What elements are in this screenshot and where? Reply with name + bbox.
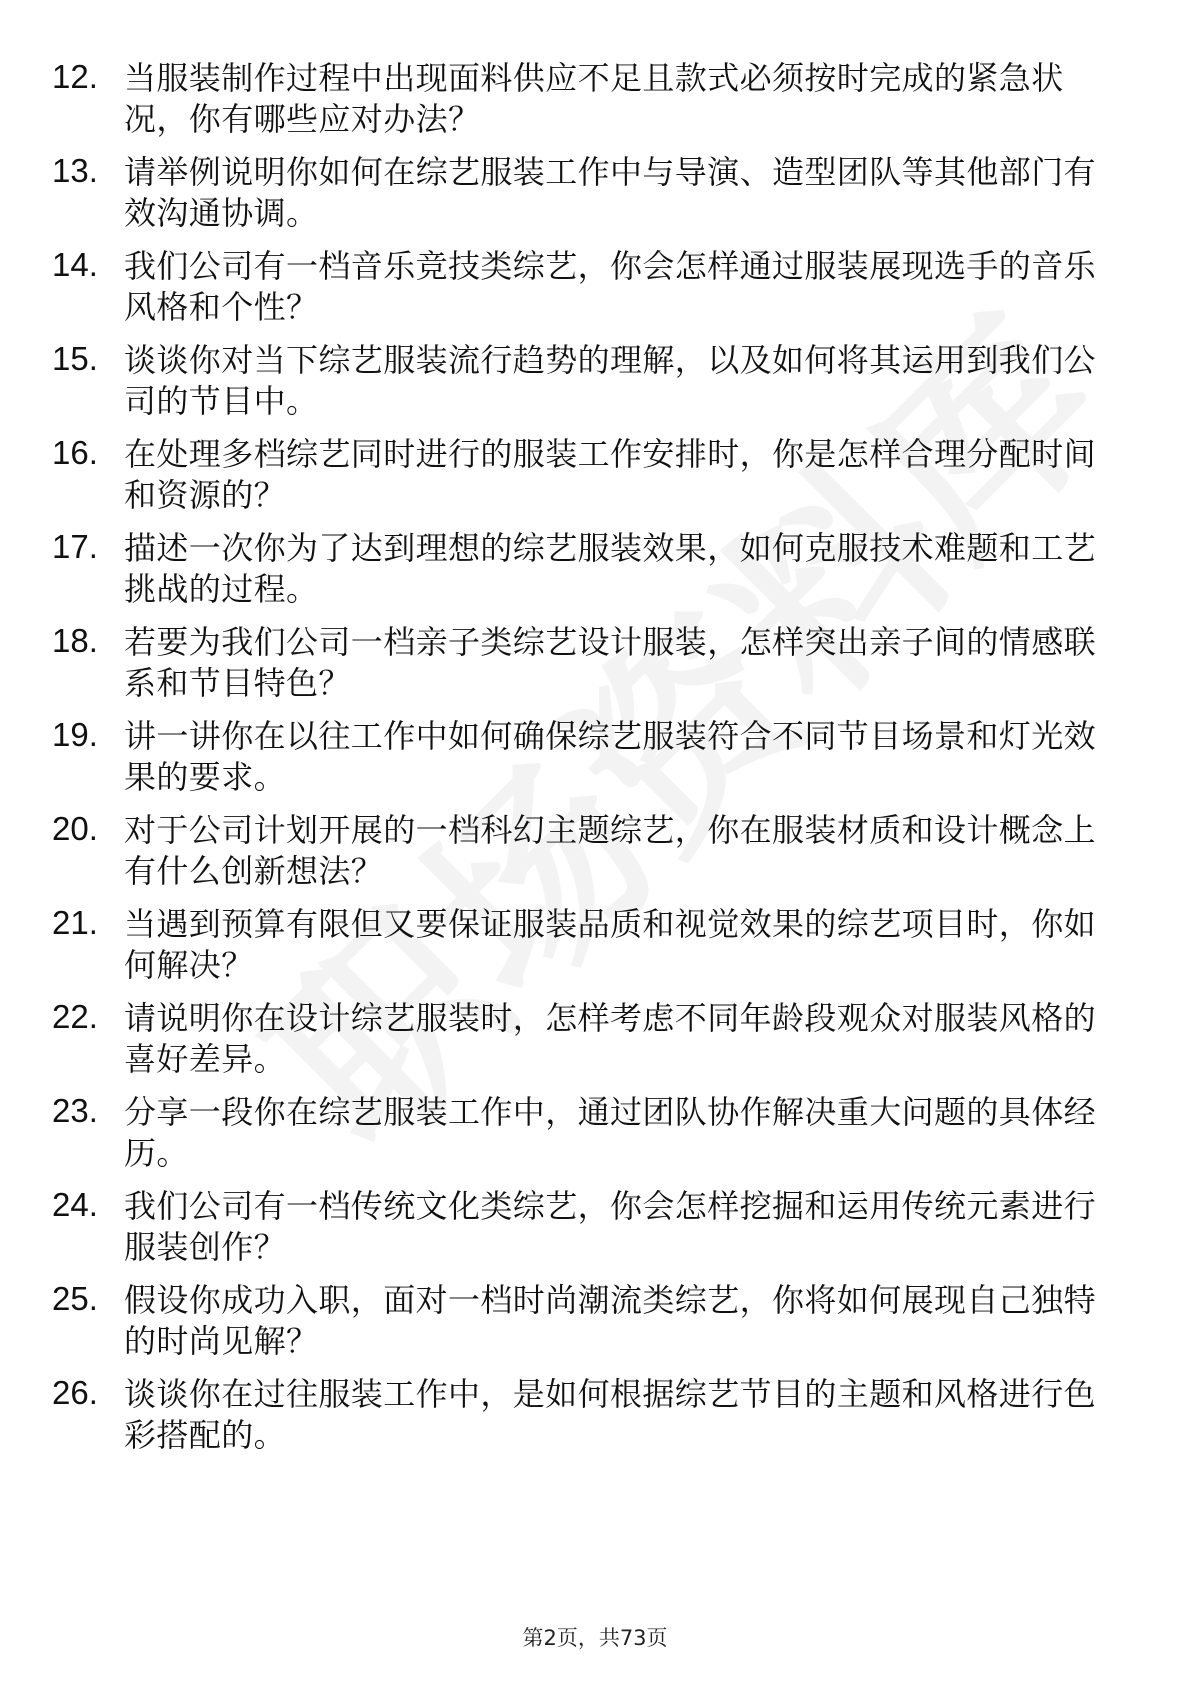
list-item [0, 434, 1190, 528]
question-text: 我们公司有一档传统文化类综艺，你会怎样挖掘和运用传统元素进行服装创作？ [124, 1187, 1097, 1266]
question-text: 描述一次你为了达到理想的综艺服装效果，如何克服技术难题和工艺挑战的过程。 [124, 529, 1097, 608]
list-item [0, 152, 1190, 246]
question-text: 当服装制作过程中出现面料供应不足且款式必须按时完成的紧急状况，你有哪些应对办法？ [124, 59, 1064, 138]
page-footer: 第2页，共73页 [522, 1626, 668, 1650]
question-number: 19. [52, 716, 98, 753]
question-text: 若要为我们公司一档亲子类综艺设计服装，怎样突出亲子间的情感联系和节目特色？ [124, 623, 1097, 702]
list-item [0, 340, 1190, 434]
question-number: 22. [52, 998, 98, 1035]
question-text: 请举例说明你如何在综艺服装工作中与导演、造型团队等其他部门有效沟通协调。 [124, 153, 1097, 232]
question-number: 13. [52, 152, 98, 189]
question-number: 21. [52, 904, 98, 941]
question-text: 当遇到预算有限但又要保证服装品质和视觉效果的综艺项目时，你如何解决？ [124, 905, 1097, 984]
list-item [0, 904, 1190, 998]
list-item [0, 998, 1190, 1092]
list-item [0, 622, 1190, 716]
question-text: 请说明你在设计综艺服装时，怎样考虑不同年龄段观众对服装风格的喜好差异。 [124, 999, 1097, 1078]
question-number: 23. [52, 1092, 98, 1129]
question-number: 18. [52, 622, 98, 659]
question-number: 26. [52, 1374, 98, 1411]
list-item [0, 58, 1190, 152]
list-item [0, 1280, 1190, 1374]
question-text: 谈谈你对当下综艺服装流行趋势的理解，以及如何将其运用到我们公司的节目中。 [124, 341, 1097, 420]
question-number: 25. [52, 1280, 98, 1317]
list-item [0, 716, 1190, 810]
question-text: 讲一讲你在以往工作中如何确保综艺服装符合不同节目场景和灯光效果的要求。 [124, 717, 1097, 796]
question-text: 谈谈你在过往服装工作中，是如何根据综艺节目的主题和风格进行色彩搭配的。 [124, 1375, 1097, 1454]
question-text: 我们公司有一档音乐竞技类综艺，你会怎样通过服装展现选手的音乐风格和个性？ [124, 247, 1097, 326]
question-number: 16. [52, 434, 98, 471]
question-number: 14. [52, 246, 98, 283]
question-number: 24. [52, 1186, 98, 1223]
question-number: 15. [52, 340, 98, 377]
list-item [0, 810, 1190, 904]
question-number: 12. [52, 58, 98, 95]
list-item [0, 1092, 1190, 1186]
list-item [0, 528, 1190, 622]
question-text: 分享一段你在综艺服装工作中，通过团队协作解决重大问题的具体经历。 [124, 1093, 1097, 1172]
question-list [0, 58, 1190, 1468]
question-number: 17. [52, 528, 98, 565]
question-number: 20. [52, 810, 98, 847]
list-item [0, 1186, 1190, 1280]
list-item [0, 246, 1190, 340]
list-item [0, 1374, 1190, 1468]
question-text: 假设你成功入职，面对一档时尚潮流类综艺，你将如何展现自己独特的时尚见解？ [124, 1281, 1097, 1360]
question-text: 对于公司计划开展的一档科幻主题综艺，你在服装材质和设计概念上有什么创新想法？ [124, 811, 1097, 890]
question-text: 在处理多档综艺同时进行的服装工作安排时，你是怎样合理分配时间和资源的？ [124, 435, 1097, 514]
